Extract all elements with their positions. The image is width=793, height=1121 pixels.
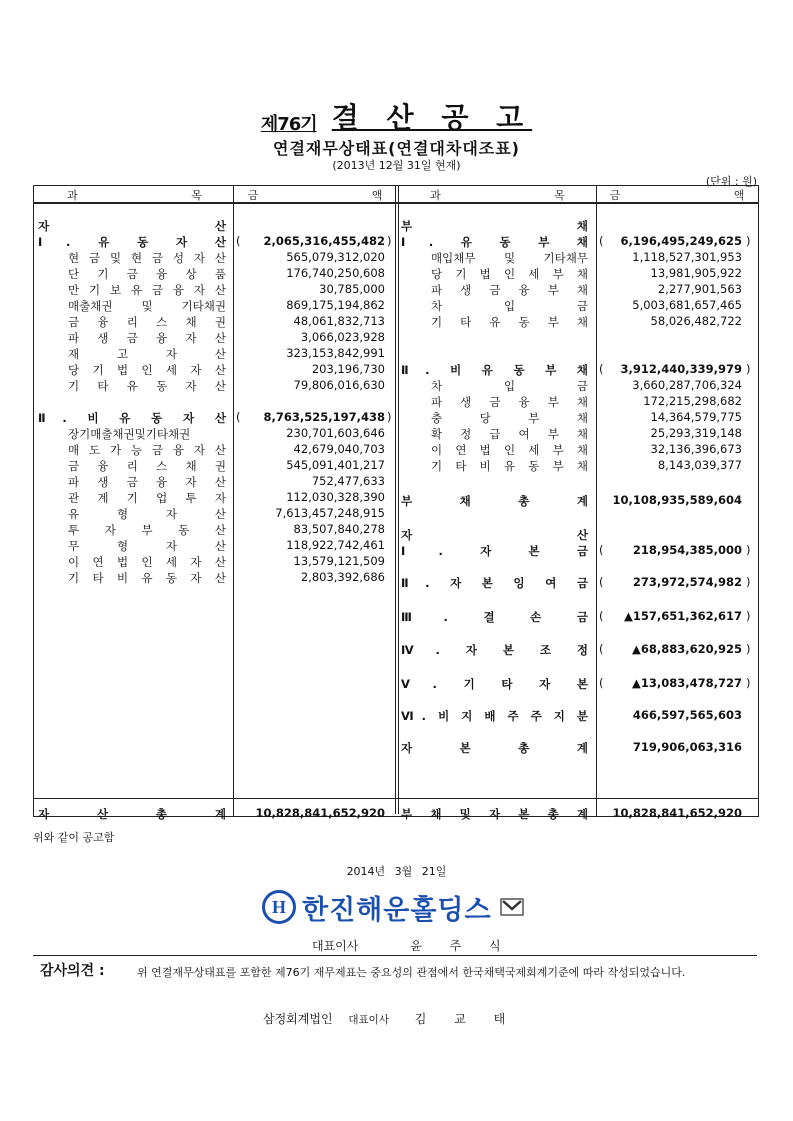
paren-close: ) (746, 609, 751, 623)
row-label: Ⅵ. 비 지 배 주 주 지 분 (401, 709, 588, 723)
row-amount: 10,828,841,652,920 (612, 806, 742, 820)
row-amount: ▲68,883,620,925 (632, 642, 742, 656)
row-amount: ▲157,651,362,617 (624, 609, 742, 623)
row-label: 파 생 금 융 부 채 (431, 395, 588, 409)
table-row (34, 234, 758, 250)
row-amount: 203,196,730 (311, 362, 385, 376)
row-label: 금 융 리 스 채 권 (68, 459, 226, 473)
row-label: 자 산 (401, 528, 588, 542)
table-row (34, 362, 758, 378)
company-name: 한진해운홀딩스 (302, 894, 492, 926)
emblem-icon (500, 895, 524, 919)
row-amount: 466,597,565,603 (632, 708, 742, 722)
table-row (34, 458, 758, 474)
row-amount: 118,922,742,461 (286, 538, 385, 552)
row-amount: 3,660,287,706,324 (632, 378, 742, 392)
row-amount: 2,803,392,686 (300, 570, 385, 584)
paren-open: ( (599, 676, 604, 690)
row-amount: 2,065,316,455,482 (263, 234, 385, 248)
row-label: 이 연 법 인 세 부 채 (431, 443, 588, 457)
hanjin-h-icon: H (262, 890, 296, 924)
row-amount: 218,954,385,000 (632, 543, 742, 557)
table-row (34, 642, 758, 658)
auditor-signature (263, 1010, 517, 1027)
signature-date: 2014년 3월 21일 (346, 865, 447, 878)
row-amount: 30,785,000 (319, 282, 385, 296)
row-label: Ⅰ. 유 동 자 산 (38, 235, 226, 249)
row-label: Ⅴ. 기 타 자 본 (401, 677, 588, 691)
row-label: 충 당 부 채 (431, 411, 588, 425)
table-row (34, 806, 758, 822)
paren-open: ( (599, 543, 604, 557)
paren-open: ( (599, 234, 604, 248)
row-label: 장기매출채권및기타채권 (68, 427, 191, 441)
row-amount: 13,579,121,509 (293, 554, 385, 568)
table-row (34, 740, 758, 756)
paren-open: ( (236, 234, 241, 248)
ceo-title: 대표이사 (312, 939, 359, 953)
row-amount: 6,196,495,249,625 (620, 234, 742, 248)
row-label: Ⅰ. 자 본 금 (401, 544, 588, 558)
row-label: Ⅳ. 자 본 조 정 (401, 643, 588, 657)
paren-open: ( (236, 410, 241, 424)
row-label: 재 고 자 산 (68, 347, 226, 361)
paren-close: ) (746, 642, 751, 656)
ceo-signature (312, 937, 513, 954)
row-amount: 869,175,194,862 (286, 298, 385, 312)
row-label: 금 융 리 스 채 권 (68, 315, 226, 329)
row-amount: 10,828,841,652,920 (255, 806, 385, 820)
row-label: 기 타 유 동 자 산 (68, 379, 226, 393)
row-amount: 230,701,603,646 (286, 426, 385, 440)
row-label: 부 채 총 계 (401, 494, 588, 508)
statement-title: 연결재무상태표(연결대차대조표) (272, 139, 520, 158)
row-label: 확 정 급 여 부 채 (431, 427, 588, 441)
table-row (34, 442, 758, 458)
row-amount: 719,906,063,316 (632, 740, 742, 754)
row-label: 부 채 (401, 219, 588, 233)
row-amount: 42,679,040,703 (293, 442, 385, 456)
row-label: 당 기 법 인 세 부 채 (431, 267, 588, 281)
audit-opinion-label: 감사의견 : (40, 963, 105, 979)
auditor-name: 김 교 태 (414, 1012, 518, 1026)
paren-open: ( (599, 609, 604, 623)
row-amount: 8,763,525,197,438 (263, 410, 385, 424)
table-row (34, 298, 758, 314)
row-amount: 13,981,905,922 (650, 266, 742, 280)
period-label: 제76기 (260, 114, 317, 135)
row-amount: 32,136,396,673 (650, 442, 742, 456)
row-label: 무 형 자 산 (68, 539, 226, 553)
paren-close: ) (746, 362, 751, 376)
divider (33, 955, 757, 956)
row-label: Ⅱ. 비 유 동 부 채 (401, 363, 588, 377)
row-amount: 8,143,039,377 (657, 458, 742, 472)
row-amount: 83,507,840,278 (293, 522, 385, 536)
row-amount: 5,003,681,657,465 (632, 298, 742, 312)
row-amount: 752,477,633 (311, 474, 385, 488)
table-row (34, 493, 758, 509)
row-label: 투 자 부 동 산 (68, 523, 226, 537)
col-header-amount-left: 금 액 (247, 189, 383, 202)
row-label: Ⅱ. 비 유 동 자 산 (38, 411, 226, 425)
table-row (34, 314, 758, 330)
row-label: 파 생 금 융 부 채 (431, 283, 588, 297)
auditor-firm: 삼정회계법인 (263, 1012, 333, 1026)
auditor-title: 대표이사 (348, 1014, 389, 1026)
row-amount: 545,091,401,217 (286, 458, 385, 472)
row-amount: 3,912,440,339,979 (620, 362, 742, 376)
row-label: 관 계 기 업 투 자 (68, 491, 226, 505)
row-label: 기 타 비 유 동 부 채 (431, 459, 588, 473)
row-label: Ⅰ. 유 동 부 채 (401, 235, 588, 249)
row-label: Ⅲ. 결 손 금 (401, 610, 588, 624)
table-row (34, 378, 758, 394)
row-amount: 172,215,298,682 (643, 394, 742, 408)
paren-close: ) (387, 410, 392, 424)
row-amount: ▲13,083,478,727 (632, 676, 742, 690)
table-row (34, 410, 758, 426)
announcement-note: 위와 같이 공고함 (33, 831, 115, 844)
table-row (34, 676, 758, 692)
table-row (34, 527, 758, 543)
row-amount: 323,153,842,991 (286, 346, 385, 360)
row-label: 자 산 총 계 (38, 807, 226, 821)
row-label: 부 채 및 자 본 총 계 (401, 807, 588, 821)
row-label: 기 타 비 유 동 자 산 (68, 571, 226, 585)
balance-sheet-table (33, 185, 759, 821)
company-logo (262, 887, 524, 927)
row-amount: 1,118,527,301,953 (632, 250, 742, 264)
row-label: 이 연 법 인 세 자 산 (68, 555, 226, 569)
paren-open: ( (599, 642, 604, 656)
table-row (34, 282, 758, 298)
paren-close: ) (746, 575, 751, 589)
as-of-date: (2013년 12월 31일 현재) (332, 159, 461, 172)
row-amount: 7,613,457,248,915 (275, 506, 385, 520)
table-row (34, 218, 758, 234)
row-label: 매입채무 및 기타채무 (431, 251, 588, 265)
paren-close: ) (746, 234, 751, 248)
row-amount: 273,972,574,982 (632, 575, 742, 589)
row-label: 만 기 보 유 금 융 자 산 (68, 283, 226, 297)
row-amount: 10,108,935,589,604 (612, 493, 742, 507)
table-row (34, 426, 758, 442)
table-row (34, 250, 758, 266)
row-amount: 112,030,328,390 (286, 490, 385, 504)
row-amount: 176,740,250,608 (286, 266, 385, 280)
row-amount: 48,061,832,713 (293, 314, 385, 328)
row-amount: 565,079,312,020 (286, 250, 385, 264)
row-label: 매출채권 및 기타채권 (68, 299, 226, 313)
row-label: 차 입 금 (431, 299, 588, 313)
row-amount: 14,364,579,775 (650, 410, 742, 424)
col-header-item-right: 과 목 (430, 189, 565, 202)
col-header-item-left: 과 목 (67, 189, 202, 202)
row-label: 유 형 자 산 (68, 507, 226, 521)
total-divider (34, 798, 758, 799)
paren-close: ) (746, 676, 751, 690)
row-label: 현 금 및 현 금 성 자 산 (68, 251, 226, 265)
row-amount: 2,277,901,563 (657, 282, 742, 296)
table-row (34, 543, 758, 559)
paren-open: ( (599, 362, 604, 376)
table-row (34, 394, 758, 410)
row-label: 자 본 총 계 (401, 741, 588, 755)
row-amount: 3,066,023,928 (300, 330, 385, 344)
table-row (34, 474, 758, 490)
row-label: 파 생 금 융 자 산 (68, 331, 226, 345)
announcement-title (0, 96, 793, 136)
audit-opinion-text: 위 연결재무상태표를 포함한 제76기 재무제표는 중요성의 관점에서 한국채택국제회계기준에 따라 작성되었습니다. (137, 966, 686, 979)
row-label: Ⅱ. 자 본 잉 여 금 (401, 576, 588, 590)
paren-open: ( (599, 575, 604, 589)
col-header-amount-right: 금 액 (609, 189, 745, 202)
unit-label: (단위 : 원) (705, 175, 757, 188)
row-label: 차 입 금 (431, 379, 588, 393)
paren-close: ) (387, 234, 392, 248)
table-row (34, 575, 758, 591)
row-amount: 58,026,482,722 (650, 314, 742, 328)
paren-close: ) (746, 543, 751, 557)
table-row (34, 346, 758, 362)
row-label: 자 산 (38, 219, 226, 233)
row-amount: 25,293,319,148 (650, 426, 742, 440)
row-label: 파 생 금 융 자 산 (68, 475, 226, 489)
row-label: 기 타 유 동 부 채 (431, 315, 588, 329)
ceo-name: 윤 주 식 (410, 939, 513, 953)
row-label: 당 기 법 인 세 자 산 (68, 363, 226, 377)
row-label: 단 기 금 융 상 품 (68, 267, 226, 281)
table-row (34, 708, 758, 724)
table-row (34, 330, 758, 346)
table-row (34, 609, 758, 625)
page-title: 결 산 공 고 (331, 101, 533, 134)
row-amount: 79,806,016,630 (293, 378, 385, 392)
table-row (34, 266, 758, 282)
row-label: 매 도 가 능 금 융 자 산 (68, 443, 226, 457)
